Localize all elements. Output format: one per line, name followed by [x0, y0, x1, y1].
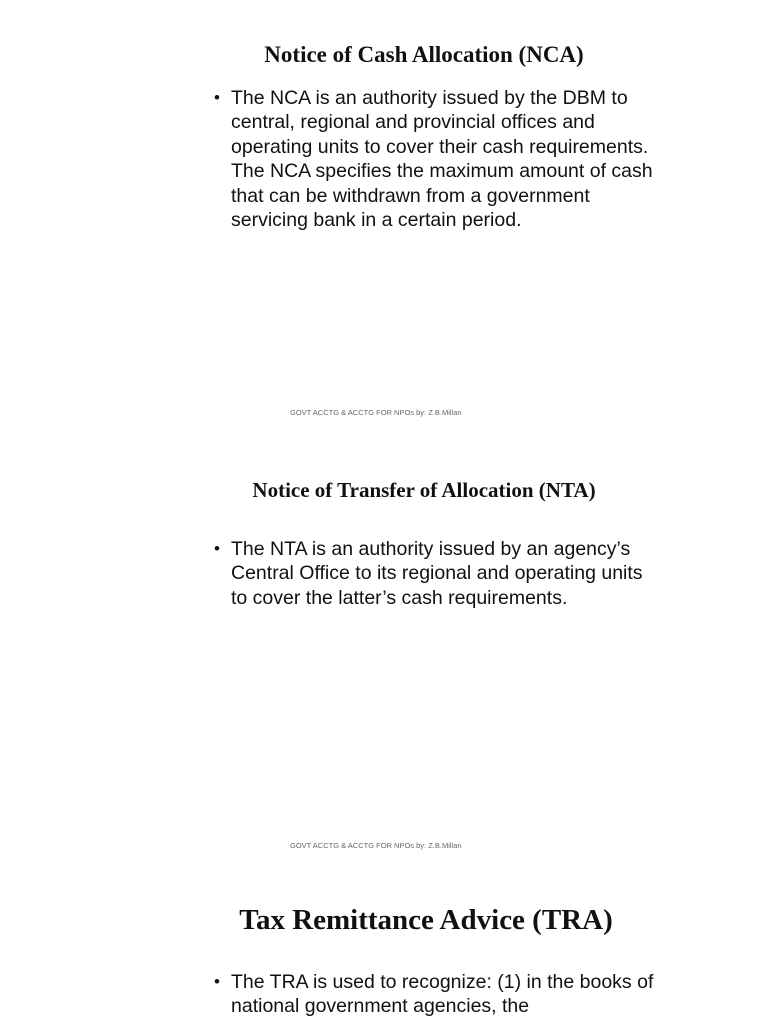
slide-footer: GOVT ACCTG & ACCTG FOR NPOs by: Z.B.Millan: [290, 841, 462, 850]
bullet-item: [214, 537, 654, 610]
bullet-text: The NTA is an authority issued by an agency’s Central Office to its regional and operating units to cover the latter’s cash requirements.: [231, 538, 643, 609]
slide-footer: GOVT ACCTG & ACCTG FOR NPOs by: Z.B.Millan: [290, 408, 462, 417]
bullet-text: The NCA is an authority issued by the DBM to central, regional and provincial offices and operating units to cover their cash requirements. The NCA specifies the maximum amount of cash that can be withdrawn from a government servicing bank in a certain period.: [231, 87, 653, 232]
slide-title: Notice of Transfer of Allocation (NTA): [252, 478, 596, 502]
bullet-dot-icon: •: [214, 972, 220, 991]
bullet-dot-icon: •: [214, 539, 220, 558]
slide-title: Tax Remittance Advice (TRA): [239, 904, 613, 936]
bullet-item: [214, 970, 654, 1019]
slide-title: Notice of Cash Allocation (NCA): [264, 42, 584, 67]
bullet-dot-icon: •: [214, 88, 220, 107]
bullet-text: The TRA is used to recognize: (1) in the books of national government agencies, the: [231, 971, 654, 1018]
bullet-item: [214, 86, 654, 232]
